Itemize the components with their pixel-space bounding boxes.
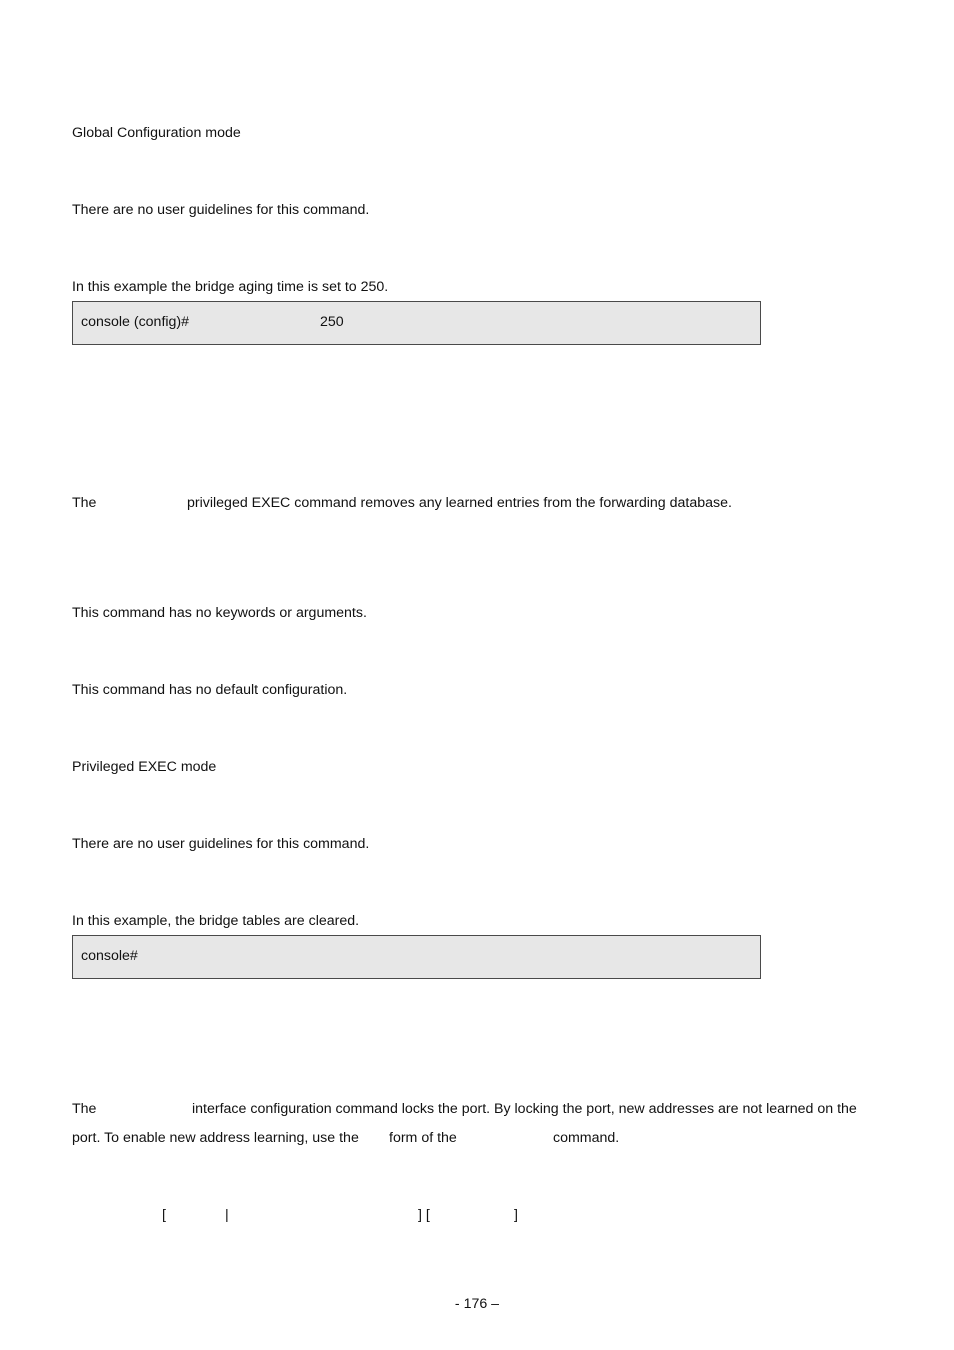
user-guidelines-text: There are no user guidelines for this command.	[72, 202, 370, 218]
syntax-close-bracket: ]	[514, 1207, 518, 1223]
syntax-text: This command has no keywords or arguments.	[72, 605, 367, 621]
description-line2-a: port. To enable new address learning, use the	[72, 1130, 359, 1146]
example-intro-text: In this example, the bridge tables are cleared.	[72, 913, 360, 929]
command-mode-text: Global Configuration mode	[72, 125, 241, 141]
syntax-open-bracket: [	[162, 1207, 166, 1223]
default-config-text: This command has no default configuration.	[72, 682, 348, 698]
code-example-box	[72, 935, 761, 979]
code-prompt: console#	[81, 948, 138, 964]
example-intro-text: In this example the bridge aging time is set to 250.	[72, 279, 389, 295]
code-argument: 250	[320, 314, 344, 330]
description-text: interface configuration command locks the port. By locking the port, new addresses are not learned on the	[192, 1101, 857, 1117]
description-line2-c: command.	[553, 1130, 620, 1146]
user-guidelines-text: There are no user guidelines for this command.	[72, 836, 370, 852]
description-text: privileged EXEC command removes any learned entries from the forwarding database.	[187, 495, 732, 511]
description-line2-b: form of the	[389, 1130, 457, 1146]
code-prompt: console (config)#	[81, 314, 190, 330]
page-number: - 176 –	[454, 1296, 500, 1312]
description-the: The	[72, 495, 97, 511]
syntax-mid-brackets: ] [	[418, 1207, 430, 1223]
description-the: The	[72, 1101, 97, 1117]
command-mode-text: Privileged EXEC mode	[72, 759, 217, 775]
syntax-pipe: |	[225, 1207, 229, 1223]
code-example-box	[72, 301, 761, 345]
